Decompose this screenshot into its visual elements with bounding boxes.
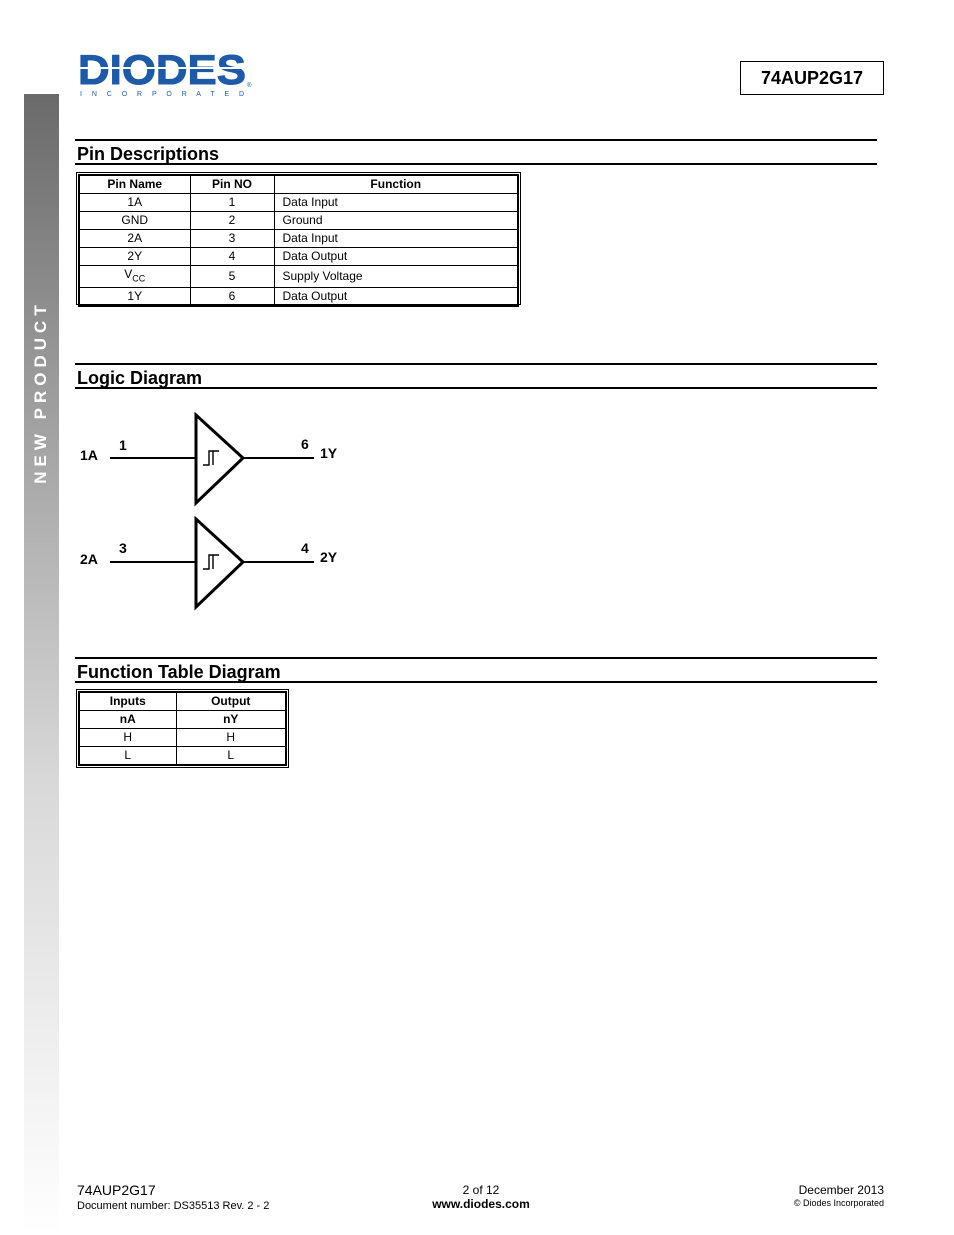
table-row <box>79 729 286 747</box>
table-row <box>79 266 518 288</box>
pin-name-subscript: CC <box>132 273 146 284</box>
column-header: Inputs <box>79 692 176 711</box>
pin-number: 5 <box>190 266 274 288</box>
table-row <box>79 248 518 266</box>
pin-function: Supply Voltage <box>274 266 518 288</box>
gate-input-label: 2A <box>80 551 98 567</box>
column-header: Output <box>176 692 286 711</box>
pin-descriptions-title: Pin Descriptions <box>75 139 877 165</box>
column-header: Pin NO <box>190 175 274 194</box>
schmitt-trigger-icon <box>203 555 219 569</box>
gate-output-label: 2Y <box>320 549 338 565</box>
pin-function: Data Input <box>274 230 518 248</box>
table-header-row <box>79 175 518 194</box>
logic-diagram-title: Logic Diagram <box>75 363 877 389</box>
output-value: L <box>176 747 286 766</box>
input-value: L <box>79 747 176 766</box>
pin-name-main: V <box>124 267 133 281</box>
pin-number: 1 <box>190 194 274 212</box>
pin-function: Data Output <box>274 288 518 307</box>
pin-function: Ground <box>274 212 518 230</box>
table-row <box>79 194 518 212</box>
table-row <box>79 230 518 248</box>
input-value: H <box>79 729 176 747</box>
footer-part-number: 74AUP2G17 <box>77 1182 156 1198</box>
table-row <box>79 747 286 766</box>
column-header: Function <box>274 175 518 194</box>
part-number-box <box>740 61 884 95</box>
footer-date: December 2013 <box>798 1183 884 1197</box>
side-bar <box>24 94 59 1235</box>
function-table <box>78 691 287 766</box>
gate-input-label: 1A <box>80 447 98 463</box>
pin-descriptions-table <box>78 174 519 307</box>
pin-number: 4 <box>190 248 274 266</box>
logo-wordmark: DIODES <box>78 50 246 93</box>
table-row <box>79 288 518 307</box>
pin-name: 2Y <box>79 248 190 266</box>
footer-page-number: 2 of 12 <box>462 1183 500 1197</box>
pin-function: Data Input <box>274 194 518 212</box>
svg-text:®: ® <box>247 83 252 89</box>
column-subheader: nA <box>79 711 176 729</box>
column-header: Pin Name <box>79 175 190 194</box>
gate-output-label: 1Y <box>320 445 338 461</box>
schmitt-trigger-icon <box>203 451 219 465</box>
function-table-title: Function Table Diagram <box>75 657 877 683</box>
pin-name: 1A <box>79 194 190 212</box>
gate-input-pin: 1 <box>119 437 127 453</box>
pin-name <box>79 266 190 288</box>
pin-name: 2A <box>79 230 190 248</box>
pin-number: 2 <box>190 212 274 230</box>
pin-name: GND <box>79 212 190 230</box>
table-row <box>79 212 518 230</box>
gate-input-pin: 3 <box>119 540 127 556</box>
pin-function: Data Output <box>274 248 518 266</box>
part-number: 74AUP2G17 <box>760 67 864 88</box>
logo-subtext: I N C O R P O R A T E D <box>80 91 244 98</box>
footer-doc-number: Document number: DS35513 Rev. 2 - 2 <box>77 1200 270 1212</box>
pin-name: 1Y <box>79 288 190 307</box>
table-subheader-row <box>79 711 286 729</box>
output-value: H <box>176 729 286 747</box>
gate-output-pin: 6 <box>301 436 309 452</box>
pin-number: 3 <box>190 230 274 248</box>
new-product-label: NEW PRODUCT <box>31 300 50 484</box>
pin-number: 6 <box>190 288 274 307</box>
gate-output-pin: 4 <box>301 540 309 556</box>
buffer-gate-2 <box>80 519 338 607</box>
buffer-gate-1 <box>80 415 338 503</box>
column-subheader: nY <box>176 711 286 729</box>
logic-diagram <box>76 405 356 620</box>
footer-copyright: © Diodes Incorporated <box>793 1198 884 1208</box>
diodes-logo <box>78 50 256 103</box>
table-header-row <box>79 692 286 711</box>
footer-website-link[interactable]: www.diodes.com <box>432 1197 530 1211</box>
